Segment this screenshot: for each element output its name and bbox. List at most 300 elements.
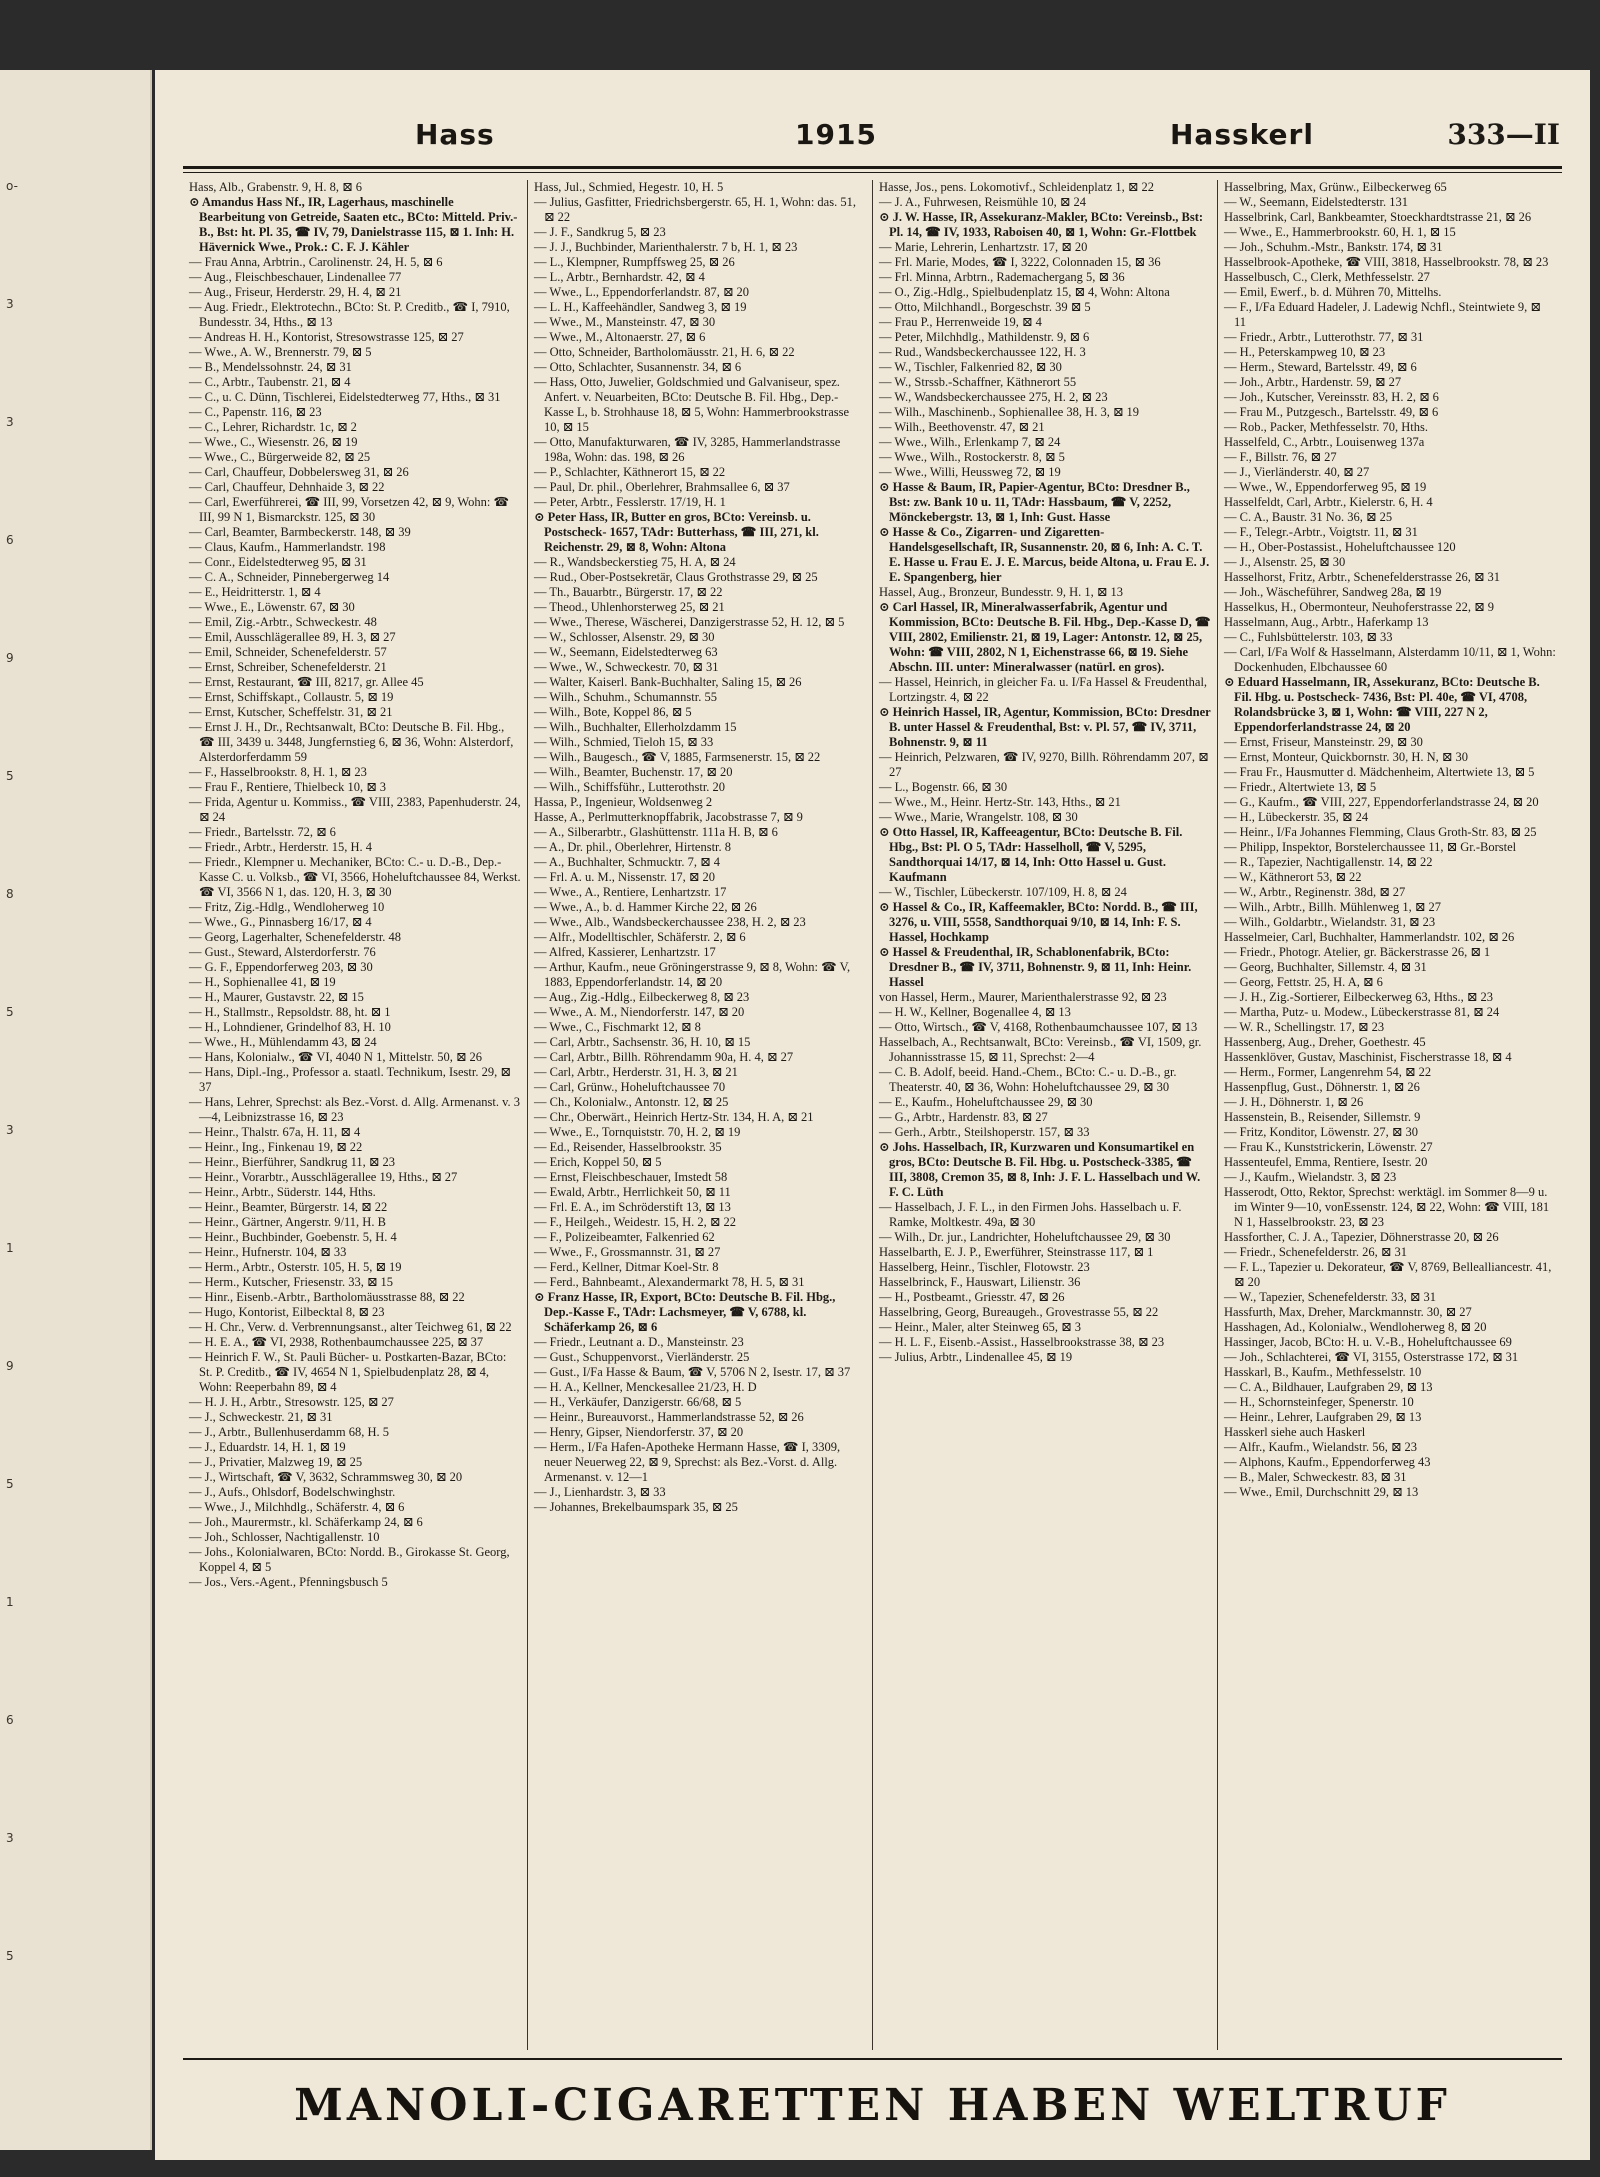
directory-entry: — Wilh., Dr. jur., Landrichter, Hoheluftchaussee 29, ⊠ 30 <box>879 1230 1171 1244</box>
strip-glyph: o- <box>6 179 18 193</box>
directory-entry: — Rud., Wandsbeckerchaussee 122, H. 3 <box>879 345 1086 359</box>
directory-entry: — Otto, Schlachter, Susannenstr. 34, ⊠ 6 <box>534 360 742 374</box>
directory-entry: — Heinrich, Pelzwaren, ☎ IV, 9270, Billh. Röhrendamm 207, ⊠ 27 <box>879 750 1209 779</box>
directory-entry: — Gust., Schuppenvorst., Vierländerstr. 25 <box>534 1350 750 1364</box>
directory-entry: — C. A., Schneider, Pinnebergerweg 14 <box>189 570 390 584</box>
directory-entry: — Marie, Lehrerin, Lenhartzstr. 17, ⊠ 20 <box>879 240 1088 254</box>
directory-entry: — J., Wirtschaft, ☎ V, 3632, Schrammsweg 30, ⊠ 20 <box>189 1470 463 1484</box>
directory-entry: ⊙ Hassel & Co., IR, Kaffeemakler, BCto: Nordd. B., ☎ III, 3276, u. VIII, 5558, Sandthorquai 9/10, ⊠ 14, Inh: F. S. Hassel, Hochkamp <box>879 900 1198 944</box>
directory-entry: — Otto, Schneider, Bartholomäusstr. 21, H. 6, ⊠ 22 <box>534 345 795 359</box>
directory-entry: — Otto, Manufakturwaren, ☎ IV, 3285, Hammerlandstrasse 198a, Wohn: das. 198, ⊠ 26 <box>534 435 841 464</box>
directory-entry: — Frl. Minna, Arbtrn., Rademachergang 5, ⊠ 36 <box>879 270 1125 284</box>
directory-entry: Hasselbarth, E. J. P., Ewerführer, Steinstrasse 117, ⊠ 1 <box>879 1245 1154 1259</box>
strip-glyph: 5 <box>6 1477 14 1491</box>
directory-entry: — Friedr., Leutnant a. D., Mansteinstr. 23 <box>534 1335 744 1349</box>
directory-entry: — Joh., Arbtr., Hardenstr. 59, ⊠ 27 <box>1224 375 1402 389</box>
directory-entry: — Friedr., Altertwiete 13, ⊠ 5 <box>1224 780 1377 794</box>
column-1 <box>183 180 528 2050</box>
directory-entry: — Ferd., Bahnbeamt., Alexandermarkt 78, H. 5, ⊠ 31 <box>534 1275 805 1289</box>
directory-entry: — L., Arbtr., Bernhardstr. 42, ⊠ 4 <box>534 270 705 284</box>
directory-entry: — Conr., Eidelstedterweg 95, ⊠ 31 <box>189 555 367 569</box>
directory-entry: — Ferd., Kellner, Ditmar Koel-Str. 8 <box>534 1260 719 1274</box>
directory-entry: — W., Arbtr., Reginenstr. 38d, ⊠ 27 <box>1224 885 1406 899</box>
directory-entry: — P., Schlachter, Käthnerort 15, ⊠ 22 <box>534 465 726 479</box>
directory-entry: — F. L., Tapezier u. Dekorateur, ☎ V, 8769, Bellealliancestr. 41, ⊠ 20 <box>1224 1260 1552 1289</box>
directory-entry: — Wwe., A., Rentiere, Lenhartzstr. 17 <box>534 885 727 899</box>
directory-entry: — Wilh., Maschinenb., Sophienallee 38, H. 3, ⊠ 19 <box>879 405 1140 419</box>
directory-entry: — W., Strssb.-Schaffner, Käthnerort 55 <box>879 375 1077 389</box>
directory-entry: Hasselbrook-Apotheke, ☎ VIII, 3818, Hasselbrookstr. 78, ⊠ 23 <box>1224 255 1549 269</box>
directory-entry: ⊙ J. W. Hasse, IR, Assekuranz-Makler, BCto: Vereinsb., Bst: Pl. 14, ☎ IV, 1933, Raboisen 40, ⊠ 1, Wohn: Gr.-Flottbek <box>879 210 1204 239</box>
adjacent-page-strip <box>0 70 152 2150</box>
directory-entry: — Gust., Steward, Alsterdorferstr. 76 <box>189 945 376 959</box>
strip-glyph: 9 <box>6 651 14 665</box>
directory-entry: ⊙ Hasse & Co., Zigarren- und Zigaretten-Handelsgesellschaft, IR, Susannenstr. 20, ⊠ 6, Inh: A. C. T. E. Hasse u. Frau E. J. E. Marcus, beide Altona, u. Frau E. J. E. Spangenberg, hier <box>879 525 1210 584</box>
directory-entry: — Wilh., Beethovenstr. 47, ⊠ 21 <box>879 420 1045 434</box>
directory-entry: — Aug., Zig.-Hdlg., Eilbeckerweg 8, ⊠ 23 <box>534 990 750 1004</box>
directory-entry: — O., Zig.-Hdlg., Spielbudenplatz 15, ⊠ 4, Wohn: Altona <box>879 285 1170 299</box>
directory-entry: — Ernst, Fleischbeschauer, Imstedt 58 <box>534 1170 728 1184</box>
directory-entry: — Wwe., C., Bürgerweide 82, ⊠ 25 <box>189 450 371 464</box>
header-first-name: Hass <box>415 118 495 151</box>
directory-entry: — Heinr., Buchbinder, Goebenstr. 5, H. 4 <box>189 1230 397 1244</box>
strip-glyph: 9 <box>6 1359 14 1373</box>
directory-page <box>155 70 1590 2160</box>
directory-entry: — Wilh., Schiffsführ., Lutterothstr. 20 <box>534 780 726 794</box>
directory-entry: — Wilh., Baugesch., ☎ V, 1885, Farmsenerstr. 15, ⊠ 22 <box>534 750 821 764</box>
directory-entry: — Heinr., Thalstr. 67a, H. 11, ⊠ 4 <box>189 1125 361 1139</box>
directory-entry: — J., Aufs., Ohlsdorf, Bodelschwinghstr. <box>189 1485 396 1499</box>
directory-entry: — G., Arbtr., Hardenstr. 83, ⊠ 27 <box>879 1110 1048 1124</box>
directory-entry: — Heinr., Beamter, Bürgerstr. 14, ⊠ 22 <box>189 1200 388 1214</box>
directory-entry: — Friedr., Klempner u. Mechaniker, BCto: C.- u. D.-B., Dep.-Kasse C. u. Volksb., ☎ VI, 3566, Hoheluftchaussee 84, Werkst. ☎ VI, 3566 N 1, das. 120, H. 3, ⊠ 30 <box>189 855 521 899</box>
directory-entry: — H., Maurer, Gustavstr. 22, ⊠ 15 <box>189 990 364 1004</box>
strip-glyph: 1 <box>6 1595 14 1609</box>
directory-entry: — Ernst, Restaurant, ☎ III, 8217, gr. Allee 45 <box>189 675 424 689</box>
directory-entry: — Heinr., Lehrer, Laufgraben 29, ⊠ 13 <box>1224 1410 1422 1424</box>
strip-glyph: 3 <box>6 1831 14 1845</box>
directory-entry: — Emil, Zig.-Arbtr., Schweckestr. 48 <box>189 615 377 629</box>
directory-entry: — Joh., Schuhm.-Mstr., Bankstr. 174, ⊠ 31 <box>1224 240 1443 254</box>
directory-entry: — Hans, Lehrer, Sprechst: als Bez.-Vorst. d. Allg. Armenanst. v. 3—4, Leibnizstrasse 16, ⊠ 23 <box>189 1095 521 1124</box>
directory-entry: — Wwe., W., Eppendorferweg 95, ⊠ 19 <box>1224 480 1427 494</box>
directory-entry: — Carl, Arbtr., Herderstr. 31, H. 3, ⊠ 21 <box>534 1065 738 1079</box>
directory-entry: — Julius, Gasfitter, Friedrichsbergerstr. 65, H. 1, Wohn: das. 51, ⊠ 22 <box>534 195 856 224</box>
directory-entry: — Otto, Milchhandl., Borgeschstr. 39 ⊠ 5 <box>879 300 1091 314</box>
directory-entry: — C., Lehrer, Richardstr. 1c, ⊠ 2 <box>189 420 357 434</box>
directory-entry: — C., Papenstr. 116, ⊠ 23 <box>189 405 322 419</box>
directory-entry: — H., Verkäufer, Danzigerstr. 66/68, ⊠ 5 <box>534 1395 742 1409</box>
directory-entry: — B., Maler, Schweckestr. 83, ⊠ 31 <box>1224 1470 1407 1484</box>
directory-entry: — Carl, Beamter, Barmbeckerstr. 148, ⊠ 39 <box>189 525 411 539</box>
directory-entry: — J. F., Sandkrug 5, ⊠ 23 <box>534 225 666 239</box>
directory-entry: — J., Kaufm., Wielandstr. 3, ⊠ 23 <box>1224 1170 1397 1184</box>
directory-entry: — Aug. Friedr., Elektrotechn., BCto: St. P. Creditb., ☎ I, 7910, Bundesstr. 34, Hths., ⊠ 13 <box>189 300 510 329</box>
directory-entry: Hasskarl, B., Kaufm., Methfesselstr. 10 <box>1224 1365 1422 1379</box>
directory-entry: — F., Hasselbrookstr. 8, H. 1, ⊠ 23 <box>189 765 367 779</box>
directory-entry: ⊙ Franz Hasse, IR, Export, BCto: Deutsche B. Fil. Hbg., Dep.-Kasse F., TAdr: Lachsmeyer, ☎ V, 6788, kl. Schäferkamp 26, ⊠ 6 <box>534 1290 836 1334</box>
strip-glyph: 3 <box>6 297 14 311</box>
strip-glyph: 6 <box>6 1713 14 1727</box>
directory-entry: ⊙ Amandus Hass Nf., IR, Lagerhaus, maschinelle Bearbeitung von Getreide, Saaten etc., BCto: Mitteld. Priv.-B., Bst: ht. Pl. 35, ☎ IV, 79, Danielstrasse 115, ⊠ 1. Inh: H. Hävernick Wwe., Prok.: C. F. J. Kähler <box>189 195 518 254</box>
directory-entry: — Wwe., L., Eppendorferlandstr. 87, ⊠ 20 <box>534 285 750 299</box>
directory-entry: — Wwe., H., Mühlendamm 43, ⊠ 24 <box>189 1035 377 1049</box>
directory-entry: Hass, Jul., Schmied, Hegestr. 10, H. 5 <box>534 180 724 194</box>
header-year: 1915 <box>795 118 877 151</box>
directory-entry: — Julius, Arbtr., Lindenallee 45, ⊠ 19 <box>879 1350 1073 1364</box>
strip-glyph: 8 <box>6 887 14 901</box>
directory-entry: — Philipp, Inspektor, Borstelerchaussee 11, ⊠ Gr.-Borstel <box>1224 840 1517 854</box>
directory-entry: — Emil, Ausschlägerallee 89, H. 3, ⊠ 27 <box>189 630 396 644</box>
directory-entry: — Joh., Schlachterei, ☎ VI, 3155, Osterstrasse 172, ⊠ 31 <box>1224 1350 1519 1364</box>
header-rule-thick <box>183 166 1562 169</box>
directory-entry: — Ernst, Schiffskapt., Collaustr. 5, ⊠ 19 <box>189 690 394 704</box>
directory-entry: — H. W., Kellner, Bogenallee 4, ⊠ 13 <box>879 1005 1071 1019</box>
directory-entry: — L. H., Kaffeehändler, Sandweg 3, ⊠ 19 <box>534 300 747 314</box>
directory-entry: — F., I/Fa Eduard Hadeler, J. Ladewig Nchfl., Steintwiete 9, ⊠ 11 <box>1224 300 1541 329</box>
directory-entry: — Walter, Kaiserl. Bank-Buchhalter, Saling 15, ⊠ 26 <box>534 675 802 689</box>
directory-entry: — Heinr., I/Fa Johannes Flemming, Claus Groth-Str. 83, ⊠ 25 <box>1224 825 1537 839</box>
directory-entry: — Aug., Friseur, Herderstr. 29, H. 4, ⊠ 21 <box>189 285 402 299</box>
directory-entry: — J., Eduardstr. 14, H. 1, ⊠ 19 <box>189 1440 346 1454</box>
directory-entry: — Friedr., Arbtr., Lutterothstr. 77, ⊠ 31 <box>1224 330 1424 344</box>
directory-entry: — Carl, Arbtr., Sachsenstr. 36, H. 10, ⊠ 15 <box>534 1035 751 1049</box>
directory-entry: — Wwe., A., b. d. Hammer Kirche 22, ⊠ 26 <box>534 900 757 914</box>
directory-entry: Hassenstein, B., Reisender, Sillemstr. 9 <box>1224 1110 1421 1124</box>
directory-entry: — Friedr., Bartelsstr. 72, ⊠ 6 <box>189 825 336 839</box>
directory-entry: — Gust., I/Fa Hasse & Baum, ☎ V, 5706 N 2, Isestr. 17, ⊠ 37 <box>534 1365 851 1379</box>
strip-glyph: 5 <box>6 1005 14 1019</box>
directory-entry: — B., Mendelssohnstr. 24, ⊠ 31 <box>189 360 352 374</box>
directory-entry: — J. H., Zig.-Sortierer, Eilbeckerweg 63, Hths., ⊠ 23 <box>1224 990 1493 1004</box>
directory-entry: — Heinr., Bierführer, Sandkrug 11, ⊠ 23 <box>189 1155 395 1169</box>
directory-entry: Hasselbrink, Carl, Bankbeamter, Stoeckhardtstrasse 21, ⊠ 26 <box>1224 210 1532 224</box>
directory-entry: — Johs., Kolonialwaren, BCto: Nordd. B., Girokasse St. Georg, Koppel 4, ⊠ 5 <box>189 1545 510 1574</box>
directory-entry: — Frl. Marie, Modes, ☎ I, 3222, Colonnaden 15, ⊠ 36 <box>879 255 1161 269</box>
directory-entry: Hasskerl siehe auch Haskerl <box>1224 1425 1366 1439</box>
directory-entry: — H. A., Kellner, Menckesallee 21/23, H. D <box>534 1380 757 1394</box>
directory-entry: — Heinr., Bureauvorst., Hammerlandstrasse 52, ⊠ 26 <box>534 1410 804 1424</box>
directory-entry: — Fritz, Zig.-Hdlg., Wendloherweg 10 <box>189 900 385 914</box>
header-last-name: Hasskerl <box>1170 118 1314 151</box>
directory-entry: von Hassel, Herm., Maurer, Marienthalerstrasse 92, ⊠ 23 <box>879 990 1167 1004</box>
directory-entry: Hasselbusch, C., Clerk, Methfesselstr. 27 <box>1224 270 1430 284</box>
directory-entry: — F., Polizeibeamter, Falkenried 62 <box>534 1230 715 1244</box>
directory-entry: — C. B. Adolf, beeid. Hand.-Chem., BCto: C.- u. D.-B., gr. Theaterstr. 40, ⊠ 36, Wohn: Hoheluftchaussee 29, ⊠ 30 <box>879 1065 1177 1094</box>
directory-entry: — Herm., Kutscher, Friesenstr. 33, ⊠ 15 <box>189 1275 394 1289</box>
directory-entry: — J., Privatier, Malzweg 19, ⊠ 25 <box>189 1455 363 1469</box>
directory-entry: Hasselkus, H., Obermonteur, Neuhoferstrasse 22, ⊠ 9 <box>1224 600 1494 614</box>
directory-entry: — Chr., Oberwärt., Heinrich Hertz-Str. 134, H. A, ⊠ 21 <box>534 1110 814 1124</box>
directory-entry: — Wilh., Schmied, Tieloh 15, ⊠ 33 <box>534 735 714 749</box>
directory-entry: — Heinr., Hufnerstr. 104, ⊠ 33 <box>189 1245 347 1259</box>
directory-entry: — H. J. H., Arbtr., Stresowstr. 125, ⊠ 27 <box>189 1395 394 1409</box>
directory-entry: — Frau Anna, Arbtrin., Carolinenstr. 24, H. 5, ⊠ 6 <box>189 255 443 269</box>
directory-entry: — L., Bogenstr. 66, ⊠ 30 <box>879 780 1008 794</box>
column-3 <box>873 180 1218 2050</box>
directory-entry: — Carl, Chauffeur, Dehnhaide 3, ⊠ 22 <box>189 480 385 494</box>
directory-entry: — Otto, Wirtsch., ☎ V, 4168, Rothenbaumchaussee 107, ⊠ 13 <box>879 1020 1198 1034</box>
directory-entry: — Wilh., Beamter, Buchenstr. 17, ⊠ 20 <box>534 765 733 779</box>
directory-entry: ⊙ Otto Hassel, IR, Kaffeeagentur, BCto: Deutsche B. Fil. Hbg., Bst: Pl. O 5, TAdr: Hasselholl, ☎ V, 5295, Sandthorquai 14/17, ⊠ 14, Inh: Otto Hassel u. Gust. Kaufmann <box>879 825 1183 884</box>
directory-entry: — J., Alsenstr. 25, ⊠ 30 <box>1224 555 1346 569</box>
directory-entry: — Hasselbach, J. F. L., in den Firmen Johs. Hasselbach u. F. Ramke, Moltkestr. 49a, ⊠ 30 <box>879 1200 1182 1229</box>
directory-entry: Hassenpflug, Gust., Döhnerstr. 1, ⊠ 26 <box>1224 1080 1420 1094</box>
directory-entry: Hasselbach, A., Rechtsanwalt, BCto: Vereinsb., ☎ VI, 1509, gr. Johannisstrasse 15, ⊠ 11, Sprechst: 2—4 <box>879 1035 1202 1064</box>
directory-entry: — J. A., Fuhrwesen, Reismühle 10, ⊠ 24 <box>879 195 1086 209</box>
directory-entry: — J. J., Buchbinder, Marienthalerstr. 7 b, H. 1, ⊠ 23 <box>534 240 798 254</box>
directory-entry: Hasselmeier, Carl, Buchhalter, Hammerlandstr. 102, ⊠ 26 <box>1224 930 1515 944</box>
directory-entry: Hasselfeldt, Carl, Arbtr., Kielerstr. 6, H. 4 <box>1224 495 1433 509</box>
strip-glyph: 5 <box>6 769 14 783</box>
directory-entry: — Carl, Grünw., Hoheluftchaussee 70 <box>534 1080 726 1094</box>
directory-entry: — Heinr., Vorarbtr., Ausschlägerallee 19, Hths., ⊠ 27 <box>189 1170 458 1184</box>
directory-entry: — C. A., Baustr. 31 No. 36, ⊠ 25 <box>1224 510 1393 524</box>
directory-entry: ⊙ Eduard Hasselmann, IR, Assekuranz, BCto: Deutsche B. Fil. Hbg. u. Postscheck- 7436, Bst: Pl. 40e, ☎ VI, 4708, Rolandsbrücke 3, ⊠ 1, Wohn: ☎ VIII, 227 N 2, Eppendorferlandstrasse 24, ⊠ 20 <box>1224 675 1540 734</box>
directory-entry: — Carl, Ewerführerei, ☎ III, 99, Vorsetzen 42, ⊠ 9, Wohn: ☎ III, 99 N 1, Bismarckstr. 125, ⊠ 30 <box>189 495 510 524</box>
strip-glyph: 3 <box>6 415 14 429</box>
directory-entry: — Friedr., Arbtr., Herderstr. 15, H. 4 <box>189 840 372 854</box>
directory-entry: — Alfr., Kaufm., Wielandstr. 56, ⊠ 23 <box>1224 1440 1418 1454</box>
strip-glyph: 1 <box>6 1241 14 1255</box>
directory-entry: — A., Dr. phil., Oberlehrer, Hirtenstr. 8 <box>534 840 732 854</box>
directory-entry: — Georg, Lagerhalter, Schenefelderstr. 48 <box>189 930 402 944</box>
directory-entry: Hasshagen, Ad., Kolonialw., Wendloherweg 8, ⊠ 20 <box>1224 1320 1487 1334</box>
directory-entry: Hasselberg, Heinr., Tischler, Flotowstr. 23 <box>879 1260 1090 1274</box>
directory-entry: Hassenklöver, Gustav, Maschinist, Fischerstrasse 18, ⊠ 4 <box>1224 1050 1512 1064</box>
directory-entry: — Wilh., Arbtr., Billh. Mühlenweg 1, ⊠ 27 <box>1224 900 1442 914</box>
directory-entry: — A., Silberarbtr., Glashüttenstr. 111a H. B, ⊠ 6 <box>534 825 778 839</box>
directory-entry: ⊙ Carl Hassel, IR, Mineralwasserfabrik, Agentur und Kommission, BCto: Deutsche B. Fil. Hbg., Dep.-Kasse D, ☎ VIII, 2802, Emilienstr. 21, ⊠ 19, Lager: Antonstr. 12, ⊠ 25, Wohn: ☎ VIII, 2802, N 1, Eichenstrasse 66, ⊠ 19. Siehe Abschn. III. unter: Mineralwasser (natürl. en gros). <box>879 600 1211 674</box>
directory-entry: — C., Arbtr., Taubenstr. 21, ⊠ 4 <box>189 375 351 389</box>
directory-entry: — Frida, Agentur u. Kommiss., ☎ VIII, 2383, Papenhuderstr. 24, ⊠ 24 <box>189 795 521 824</box>
directory-entry: — Gerh., Arbtr., Steilshoperstr. 157, ⊠ 33 <box>879 1125 1090 1139</box>
directory-entry: — Rob., Packer, Methfesselstr. 70, Hths. <box>1224 420 1428 434</box>
directory-entry: — Wwe., C., Wiesenstr. 26, ⊠ 19 <box>189 435 358 449</box>
directory-entry: — Wilh., Schuhm., Schumannstr. 55 <box>534 690 717 704</box>
directory-entry: — F., Heilgeh., Weidestr. 15, H. 2, ⊠ 22 <box>534 1215 736 1229</box>
directory-entry: — Heinr., Gärtner, Angerstr. 9/11, H. B <box>189 1215 386 1229</box>
directory-columns <box>183 180 1562 2050</box>
directory-entry: — Frau K., Kunststrickerin, Löwenstr. 27 <box>1224 1140 1433 1154</box>
directory-entry: — W. R., Schellingstr. 17, ⊠ 23 <box>1224 1020 1385 1034</box>
directory-entry: Hasse, A., Perlmutterknopffabrik, Jacobstrasse 7, ⊠ 9 <box>534 810 803 824</box>
directory-entry: — Wwe., G., Pinnasberg 16/17, ⊠ 4 <box>189 915 372 929</box>
directory-entry: — Wwe., Therese, Wäscherei, Danzigerstrasse 52, H. 12, ⊠ 5 <box>534 615 845 629</box>
directory-entry: — Peter, Arbtr., Fesslerstr. 17/19, H. 1 <box>534 495 726 509</box>
strip-glyph: 6 <box>6 533 14 547</box>
directory-entry: — Joh., Wäscheführer, Sandweg 28a, ⊠ 19 <box>1224 585 1442 599</box>
directory-entry: ⊙ Johs. Hasselbach, IR, Kurzwaren und Konsumartikel en gros, BCto: Deutsche B. Fil. Hbg. u. Postscheck-3385, ☎ III, 3808, Cremon 35, ⊠ 8, Inh: J. F. L. Hasselbach und W. F. C. Lüth <box>879 1140 1201 1199</box>
directory-entry: — J., Arbtr., Bullenhuserdamm 68, H. 5 <box>189 1425 389 1439</box>
directory-entry: — Hans, Dipl.-Ing., Professor a. staatl. Technikum, Isestr. 29, ⊠ 37 <box>189 1065 511 1094</box>
directory-entry: — W., Schlosser, Alsenstr. 29, ⊠ 30 <box>534 630 715 644</box>
directory-entry: — Alfred, Kassierer, Lenhartzstr. 17 <box>534 945 716 959</box>
directory-entry: — Ewald, Arbtr., Herrlichkeit 50, ⊠ 11 <box>534 1185 731 1199</box>
directory-entry: ⊙ Hassel & Freudenthal, IR, Schablonenfabrik, BCto: Dresdner B., ☎ IV, 3711, Bohnenstr. 9, ⊠ 11, Inh: Heinr. Hassel <box>879 945 1192 989</box>
directory-entry: ⊙ Peter Hass, IR, Butter en gros, BCto: Vereinsb. u. Postscheck- 1657, TAdr: Butterhass, ☎ III, 271, kl. Reichenstr. 29, ⊠ 8, Wohn: Altona <box>534 510 819 554</box>
directory-entry: Hasserodt, Otto, Rektor, Sprechst: werktägl. im Sommer 8—9 u. im Winter 9—10, vonEssenstr. 124, ⊠ 22, Wohn: ☎ VIII, 181 N 1, Hasselbrookstr. 23, ⊠ 23 <box>1224 1185 1550 1229</box>
directory-entry: — Hinr., Eisenb.-Arbtr., Bartholomäusstrasse 88, ⊠ 22 <box>189 1290 465 1304</box>
directory-entry: — H. L. F., Eisenb.-Assist., Hasselbrookstrasse 38, ⊠ 23 <box>879 1335 1165 1349</box>
directory-entry: — Herm., Steward, Bartelsstr. 49, ⊠ 6 <box>1224 360 1417 374</box>
directory-entry: — F., Telegr.-Arbtr., Voigtstr. 11, ⊠ 31 <box>1224 525 1418 539</box>
directory-entry: Hassenteufel, Emma, Rentiere, Isestr. 20 <box>1224 1155 1428 1169</box>
directory-entry: — Th., Bauarbtr., Bürgerstr. 17, ⊠ 22 <box>534 585 723 599</box>
directory-entry: — Herm., I/Fa Hafen-Apotheke Hermann Hasse, ☎ I, 3309, neuer Neuerweg 22, ⊠ 9, Sprechst: als Bez.-Vorst. d. Allg. Armenanst. v. 12—1 <box>534 1440 841 1484</box>
directory-entry: — R., Tapezier, Nachtigallenstr. 14, ⊠ 22 <box>1224 855 1433 869</box>
directory-entry: Hasselbring, Max, Grünw., Eilbeckerweg 65 <box>1224 180 1447 194</box>
directory-entry: — G., Kaufm., ☎ VIII, 227, Eppendorferlandstrasse 24, ⊠ 20 <box>1224 795 1539 809</box>
directory-entry: — H., Lohndiener, Grindelhof 83, H. 10 <box>189 1020 391 1034</box>
directory-entry: ⊙ Heinrich Hassel, IR, Agentur, Kommission, BCto: Dresdner B. unter Hassel & Freudenthal, Bst: v. Pl. 57, ☎ IV, 3711, Bohnenstr. 9, ⊠ 11 <box>879 705 1211 749</box>
directory-entry: — Hans, Kolonialw., ☎ VI, 4040 N 1, Mittelstr. 50, ⊠ 26 <box>189 1050 483 1064</box>
directory-entry: — J., Schweckestr. 21, ⊠ 31 <box>189 1410 333 1424</box>
directory-entry: — Ernst J. H., Dr., Rechtsanwalt, BCto: Deutsche B. Fil. Hbg., ☎ III, 3439 u. 3448, Jungfernstieg 6, ⊠ 36, Wohn: Alsterdorf, Alsterdorferdamm 59 <box>189 720 514 764</box>
directory-entry: — Ch., Kolonialw., Antonstr. 12, ⊠ 25 <box>534 1095 729 1109</box>
directory-entry: — Alfr., Modelltischler, Schäferstr. 2, ⊠ 6 <box>534 930 746 944</box>
directory-entry: — Andreas H. H., Kontorist, Stresowstrasse 125, ⊠ 27 <box>189 330 464 344</box>
directory-entry: — Heinr., Ing., Finkenau 19, ⊠ 22 <box>189 1140 363 1154</box>
directory-entry: — Frau F., Rentiere, Thielbeck 10, ⊠ 3 <box>189 780 387 794</box>
directory-entry: — Alphons, Kaufm., Eppendorferweg 43 <box>1224 1455 1431 1469</box>
directory-entry: — Wwe., A. M., Niendorferstr. 147, ⊠ 20 <box>534 1005 745 1019</box>
directory-entry: — Friedr., Photogr. Atelier, gr. Bäckerstrasse 26, ⊠ 1 <box>1224 945 1491 959</box>
directory-entry: — Wwe., M., Mansteinstr. 47, ⊠ 30 <box>534 315 716 329</box>
directory-entry: Hass, Alb., Grabenstr. 9, H. 8, ⊠ 6 <box>189 180 362 194</box>
directory-entry: — Frau M., Putzgesch., Bartelsstr. 49, ⊠ 6 <box>1224 405 1439 419</box>
directory-entry: — Hugo, Kontorist, Eilbecktal 8, ⊠ 23 <box>189 1305 385 1319</box>
directory-entry: — Wwe., Emil, Durchschnitt 29, ⊠ 13 <box>1224 1485 1419 1499</box>
directory-entry: — Wwe., Marie, Wrangelstr. 108, ⊠ 30 <box>879 810 1078 824</box>
directory-entry: — Joh., Kutscher, Vereinsstr. 83, H. 2, ⊠ 6 <box>1224 390 1439 404</box>
directory-entry: — Frl. A. u. M., Nissenstr. 17, ⊠ 20 <box>534 870 715 884</box>
directory-entry: Hassforther, C. J. A., Tapezier, Döhnerstrasse 20, ⊠ 26 <box>1224 1230 1499 1244</box>
directory-entry: — G. F., Eppendorferweg 203, ⊠ 30 <box>189 960 373 974</box>
directory-entry: — Arthur, Kaufm., neue Gröningerstrasse 9, ⊠ 8, Wohn: ☎ V, 1883, Eppendorferlandstr. 14, ⊠ 20 <box>534 960 851 989</box>
directory-entry: — W., Seemann, Eidelstedterstr. 131 <box>1224 195 1409 209</box>
directory-entry: — H., Sophienallee 41, ⊠ 19 <box>189 975 336 989</box>
directory-entry: — H., Ober-Postassist., Hoheluftchaussee 120 <box>1224 540 1456 554</box>
directory-entry: Hassenberg, Aug., Dreher, Goethestr. 45 <box>1224 1035 1426 1049</box>
directory-entry: — Peter, Milchhdlg., Mathildenstr. 9, ⊠ 6 <box>879 330 1090 344</box>
directory-entry: — W., Tischler, Falkenried 82, ⊠ 30 <box>879 360 1062 374</box>
directory-entry: — Herm., Former, Langenrehm 54, ⊠ 22 <box>1224 1065 1432 1079</box>
directory-entry: — J., Vierländerstr. 40, ⊠ 27 <box>1224 465 1370 479</box>
directory-entry: — W., Käthnerort 53, ⊠ 22 <box>1224 870 1362 884</box>
directory-entry: — Wwe., F., Grossmannstr. 31, ⊠ 27 <box>534 1245 721 1259</box>
directory-entry: Hassinger, Jacob, BCto: H. u. V.-B., Hoheluftchaussee 69 <box>1224 1335 1512 1349</box>
directory-entry: Hassa, P., Ingenieur, Woldsenweg 2 <box>534 795 713 809</box>
banner-rule <box>183 2058 1562 2060</box>
directory-entry: — Heinr., Arbtr., Süderstr. 144, Hths. <box>189 1185 376 1199</box>
directory-entry: — Wwe., E., Löwenstr. 67, ⊠ 30 <box>189 600 355 614</box>
directory-entry: Hasselbrinck, F., Hauswart, Lilienstr. 36 <box>879 1275 1081 1289</box>
directory-entry: — H. Chr., Verw. d. Verbrennungsanst., alter Teichweg 61, ⊠ 22 <box>189 1320 512 1334</box>
directory-entry: — W., Tischler, Lübeckerstr. 107/109, H. 8, ⊠ 24 <box>879 885 1127 899</box>
directory-entry: Hasselmann, Aug., Arbtr., Haferkamp 13 <box>1224 615 1429 629</box>
directory-entry: Hasse, Jos., pens. Lokomotivf., Schleidenplatz 1, ⊠ 22 <box>879 180 1155 194</box>
directory-entry: — Hassel, Heinrich, in gleicher Fa. u. I/Fa Hassel & Freudenthal, Lortzingstr. 4, ⊠ 22 <box>879 675 1208 704</box>
directory-entry: — Wwe., A. W., Brennerstr. 79, ⊠ 5 <box>189 345 372 359</box>
directory-entry: — L., Klempner, Rumpffsweg 25, ⊠ 26 <box>534 255 735 269</box>
directory-entry: — Carl, I/Fa Wolf & Hasselmann, Alsterdamm 10/11, ⊠ 1, Wohn: Dockenhuden, Elbchaussee 60 <box>1224 645 1556 674</box>
directory-entry: — Paul, Dr. phil., Oberlehrer, Brahmsallee 6, ⊠ 37 <box>534 480 790 494</box>
directory-entry: — Georg, Fettstr. 25, H. A, ⊠ 6 <box>1224 975 1383 989</box>
directory-entry: — Wilh., Goldarbtr., Wielandstr. 31, ⊠ 23 <box>1224 915 1436 929</box>
column-4 <box>1218 180 1562 2050</box>
advertising-banner: MANOLI-CIGARETTEN HABEN WELTRUF <box>294 2080 1451 2131</box>
directory-entry: — Aug., Fleischbeschauer, Lindenallee 77 <box>189 270 402 284</box>
directory-entry: — Emil, Schneider, Schenefelderstr. 57 <box>189 645 387 659</box>
directory-entry: — Carl, Chauffeur, Dobbelersweg 31, ⊠ 26 <box>189 465 409 479</box>
directory-entry: — Heinr., Maler, alter Steinweg 65, ⊠ 3 <box>879 1320 1081 1334</box>
directory-entry: — Ernst, Kutscher, Scheffelstr. 31, ⊠ 21 <box>189 705 393 719</box>
directory-entry: — Claus, Kaufm., Hammerlandstr. 198 <box>189 540 386 554</box>
directory-entry: — W., Seemann, Eidelstedterweg 63 <box>534 645 718 659</box>
page-number: 333—II <box>1447 118 1560 151</box>
directory-entry: — Wwe., Alb., Wandsbeckerchaussee 238, H. 2, ⊠ 23 <box>534 915 806 929</box>
directory-entry: — Wwe., M., Heinr. Hertz-Str. 143, Hths., ⊠ 21 <box>879 795 1121 809</box>
directory-entry: — Wwe., J., Milchhdlg., Schäferstr. 4, ⊠ 6 <box>189 1500 405 1514</box>
page-header <box>185 118 1560 164</box>
directory-entry: — H., Lübeckerstr. 35, ⊠ 24 <box>1224 810 1369 824</box>
directory-entry: — H., Postbeamt., Griesstr. 47, ⊠ 26 <box>879 1290 1065 1304</box>
directory-entry: — Frau P., Herrenweide 19, ⊠ 4 <box>879 315 1042 329</box>
directory-entry: — Hass, Otto, Juwelier, Goldschmied und Galvaniseur, spez. Anfert. v. Neuarbeiten, BCto: Deutsche B. Fil. Hbg., Dep.-Kasse L, b. Strohhause 18, ⊠ 5, Wohn: Hammerbrookstrasse 10, ⊠ 15 <box>534 375 850 434</box>
directory-entry: — Erich, Koppel 50, ⊠ 5 <box>534 1155 662 1169</box>
directory-entry: Hasselhorst, Fritz, Arbtr., Schenefelderstrasse 26, ⊠ 31 <box>1224 570 1501 584</box>
directory-entry: — E., Kaufm., Hoheluftchaussee 29, ⊠ 30 <box>879 1095 1093 1109</box>
directory-entry: — Friedr., Schenefelderstr. 26, ⊠ 31 <box>1224 1245 1408 1259</box>
directory-entry: — Heinrich F. W., St. Pauli Bücher- u. Postkarten-Bazar, BCto: St. P. Creditb., ☎ IV, 4654 N 1, Spielbudenplatz 28, ⊠ 4, Wohn: Reeperbahn 89, ⊠ 4 <box>189 1350 507 1394</box>
directory-entry: — Henry, Gipser, Niendorferstr. 37, ⊠ 20 <box>534 1425 744 1439</box>
directory-entry: — Ernst, Monteur, Quickbornstr. 30, H. N, ⊠ 30 <box>1224 750 1468 764</box>
directory-entry: — Wwe., Wilh., Rostockerstr. 8, ⊠ 5 <box>879 450 1065 464</box>
directory-entry: Hassfurth, Max, Dreher, Marckmannstr. 30, ⊠ 27 <box>1224 1305 1472 1319</box>
directory-entry: — H., Schornsteinfeger, Spenerstr. 10 <box>1224 1395 1414 1409</box>
directory-entry: — E., Heidritterstr. 1, ⊠ 4 <box>189 585 321 599</box>
directory-entry: — H., Peterskampweg 10, ⊠ 23 <box>1224 345 1386 359</box>
directory-entry: — Ernst, Schreiber, Schenefelderstr. 21 <box>189 660 387 674</box>
directory-entry: — Wwe., C., Fischmarkt 12, ⊠ 8 <box>534 1020 701 1034</box>
directory-entry: Hasselfeld, C., Arbtr., Louisenweg 137a <box>1224 435 1425 449</box>
directory-entry: ⊙ Hasse & Baum, IR, Papier-Agentur, BCto: Dresdner B., Bst: zw. Bank 10 u. 11, TAdr: Hassbaum, ☎ V, 2252, Mönckebergstr. 13, ⊠ 1, Inh: Gust. Hasse <box>879 480 1190 524</box>
directory-entry: — Wilh., Bote, Koppel 86, ⊠ 5 <box>534 705 692 719</box>
directory-entry: — J. H., Döhnerstr. 1, ⊠ 26 <box>1224 1095 1364 1109</box>
directory-entry: — Ernst, Friseur, Mansteinstr. 29, ⊠ 30 <box>1224 735 1423 749</box>
directory-entry: — Johannes, Brekelbaumspark 35, ⊠ 25 <box>534 1500 738 1514</box>
column-2 <box>528 180 873 2050</box>
directory-entry: — Wwe., E., Hammerbrookstr. 60, H. 1, ⊠ 15 <box>1224 225 1456 239</box>
directory-entry: — Wwe., E., Tornquiststr. 70, H. 2, ⊠ 19 <box>534 1125 741 1139</box>
directory-entry: — Wwe., Wilh., Erlenkamp 7, ⊠ 24 <box>879 435 1061 449</box>
directory-entry: — R., Wandsbeckerstieg 75, H. A, ⊠ 24 <box>534 555 736 569</box>
directory-entry: — Emil, Ewerf., b. d. Mühren 70, Mittelhs. <box>1224 285 1442 299</box>
directory-entry: — H., Stallmstr., Repsoldstr. 88, ht. ⊠ 1 <box>189 1005 391 1019</box>
directory-entry: — Theod., Uhlenhorsterweg 25, ⊠ 21 <box>534 600 725 614</box>
directory-entry: — Rud., Ober-Postsekretär, Claus Grothstrasse 29, ⊠ 25 <box>534 570 818 584</box>
directory-entry: — Ed., Reisender, Hasselbrookstr. 35 <box>534 1140 722 1154</box>
directory-entry: — Joh., Maurermstr., kl. Schäferkamp 24, ⊠ 6 <box>189 1515 423 1529</box>
header-rule-thin <box>183 172 1562 173</box>
directory-entry: — Frl. E. A., im Schröderstift 13, ⊠ 13 <box>534 1200 731 1214</box>
directory-entry: — Martha, Putz- u. Modew., Lübeckerstrasse 81, ⊠ 24 <box>1224 1005 1500 1019</box>
directory-entry: — C. A., Bildhauer, Laufgraben 29, ⊠ 13 <box>1224 1380 1433 1394</box>
directory-entry: — A., Buchhalter, Schmucktr. 7, ⊠ 4 <box>534 855 720 869</box>
directory-entry: — C., u. C. Dünn, Tischlerei, Eidelstedterweg 77, Hths., ⊠ 31 <box>189 390 501 404</box>
directory-entry: — J., Lienhardstr. 3, ⊠ 33 <box>534 1485 666 1499</box>
